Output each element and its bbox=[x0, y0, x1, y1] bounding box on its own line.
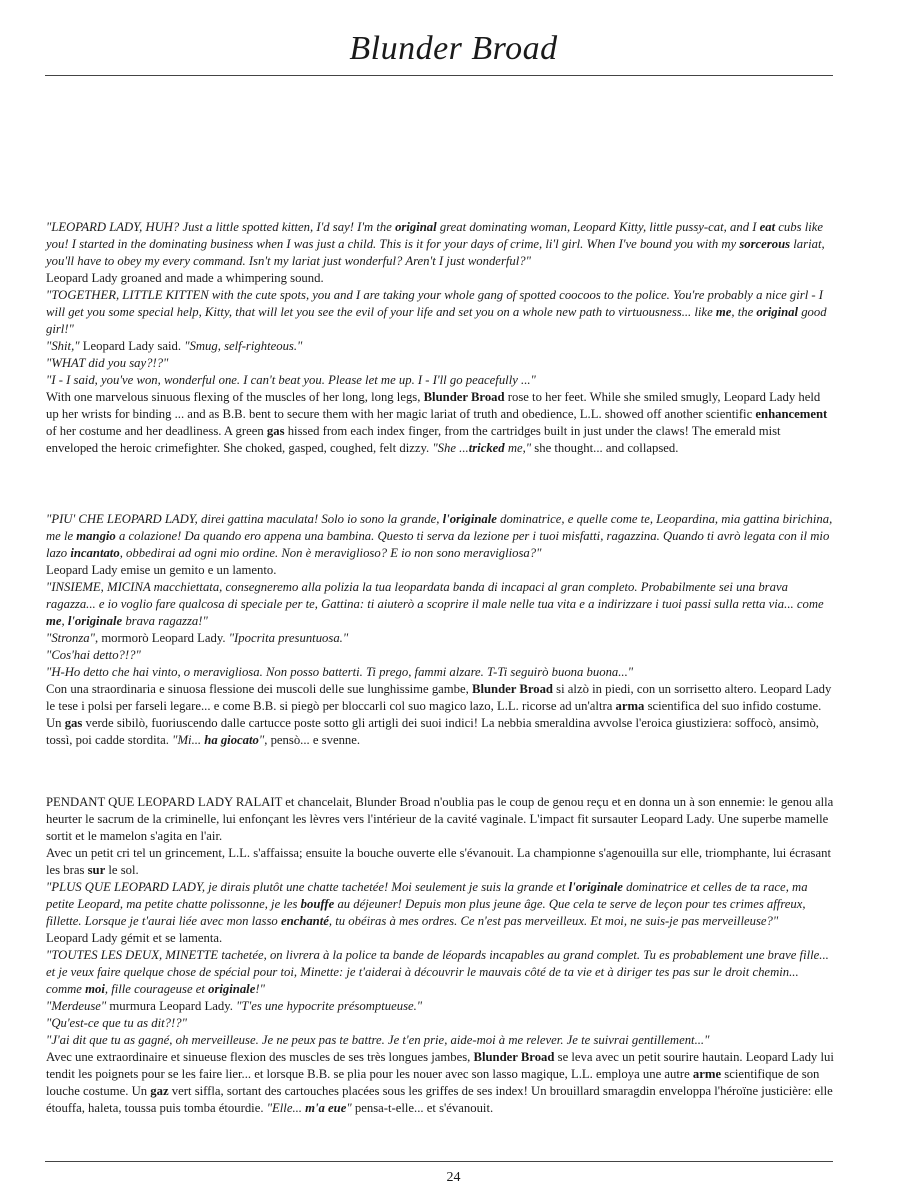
emphasized-text: Blunder Broad bbox=[473, 1050, 555, 1064]
story-paragraph bbox=[46, 630, 834, 647]
emphasized-text: tricked bbox=[468, 441, 505, 455]
text-run: PENDANT QUE LEOPARD LADY RALAIT et chancelait, Blunder Broad n'oublia pas le coup de genou reçu et en donna un à son ennemie: le genou alla heurter le sacrum de la criminelle, lui enfonçant les lèvres vers l'intérieur de la cavité vaginale. L'impact fit sursauter Leopard Lady. Une superbe mamelle sortit et le mamelon s'agita en l'air. bbox=[46, 795, 834, 843]
story-paragraph bbox=[46, 998, 834, 1015]
text-run: murmura Leopard Lady. bbox=[106, 999, 237, 1013]
story-paragraph bbox=[46, 947, 834, 998]
text-run: , tu obéiras à mes ordres. Ce n'est pas merveilleux. Et moi, ne suis-je pas merveilleuse?" bbox=[328, 914, 779, 928]
text-run: "J'ai dit que tu as gagné, oh merveilleuse. Je ne peux pas te battre. Je t'en prie, aide-moi à me relever. Je te suivrai gentillement..." bbox=[46, 1033, 710, 1047]
story-paragraph bbox=[46, 1049, 834, 1117]
emphasized-text: Blunder Broad bbox=[423, 390, 505, 404]
text-run: , mormorò Leopard Lady. bbox=[94, 631, 229, 645]
emphasized-text: m'a eue bbox=[305, 1101, 347, 1115]
text-run: "WHAT did you say?!?" bbox=[46, 356, 169, 370]
text-run: scientifica del suo infido costume. Un bbox=[46, 699, 822, 730]
text-run: scientifique de son louche costume. Un bbox=[46, 1067, 820, 1098]
text-run: Leopard Lady emise un gemito e un lamento. bbox=[46, 563, 277, 577]
text-run: "Smug, self-righteous." bbox=[184, 339, 303, 353]
page-title: Blunder Broad bbox=[349, 30, 558, 67]
emphasized-text: arma bbox=[615, 699, 645, 713]
story-paragraph bbox=[46, 270, 834, 287]
emphasized-text: me bbox=[715, 305, 732, 319]
text-run: "TOUTES LES DEUX, MINETTE tachetée, on livrera à la police ta bande de léopards incapables au grand complet. Tu es probablement une brave fille... et je veux faire quelque chose de spécial pour toi, Minette: je t'aiderai à découvrir le mauvais côté de ta vie et à diriger tes pas sur le droit chemin... comme bbox=[46, 948, 829, 996]
text-run: cubs like you! I started in the dominating business when I was just a child. This is it for your days of crime, li'l girl. When I've bound you with my bbox=[46, 220, 824, 251]
emphasized-text: ha giocato bbox=[204, 733, 259, 747]
text-run: "Cos'hai detto?!?" bbox=[46, 648, 141, 662]
emphasized-text: l'originale bbox=[67, 614, 123, 628]
text-run: "Merdeuse" bbox=[46, 999, 107, 1013]
text-run: Avec une extraordinaire et sinueuse flexion des muscles de ses très longues jambes, bbox=[46, 1050, 474, 1064]
text-run: , the bbox=[731, 305, 757, 319]
story-paragraph bbox=[46, 389, 834, 457]
story-section-italian bbox=[46, 511, 834, 749]
story-paragraph bbox=[46, 664, 834, 681]
text-run: se leva avec un petit sourire hautain. Leopard Lady lui tendit les poignets pour se les faire lier... et lorsque B.B. se plia pour les nouer avec son lasso magique, L.L. employa une autre bbox=[46, 1050, 834, 1081]
text-run: si alzò in piedi, con un sorrisetto altero. Leopard Lady le tese i polsi per farseli legare... e come B.B. si piegò per bloccarli col suo magico lazo, L.L. ricorse ad un'altra bbox=[46, 682, 832, 713]
text-run: "H-Ho detto che hai vinto, o meravigliosa. Non posso batterti. Ti prego, fammi alzare. T-Ti seguirò buona buona..." bbox=[46, 665, 634, 679]
story-paragraph bbox=[46, 338, 834, 355]
text-run: "Shit," bbox=[46, 339, 80, 353]
text-run: "She ... bbox=[432, 441, 469, 455]
story-paragraph bbox=[46, 1032, 834, 1049]
text-run: "LEOPARD LADY, HUH? Just a little spotted kitten, I'd say! I'm the bbox=[46, 220, 396, 234]
text-run: lariat, you'll have to obey my every command. Isn't my lariat just wonderful? Aren't I just wonderful?" bbox=[46, 237, 825, 268]
text-run: pensa-t-elle... et s'évanouit. bbox=[351, 1101, 494, 1115]
text-run: good girl!" bbox=[46, 305, 827, 336]
emphasized-text: mangio bbox=[76, 529, 116, 543]
text-run: le sol. bbox=[105, 863, 139, 877]
text-run: me," bbox=[504, 441, 532, 455]
story-paragraph bbox=[46, 681, 834, 749]
text-run: au déjeuner! Depuis mon plus jeune âge. Que cela te serve de leçon pour tes crimes affreux, fillette. Lorsque je t'aurai liée avec mon lasso bbox=[46, 897, 806, 928]
text-run: Leopard Lady groaned and made a whimpering sound. bbox=[46, 271, 324, 285]
story-paragraph bbox=[46, 1015, 834, 1032]
story-paragraph bbox=[46, 579, 834, 630]
emphasized-text: sorcerous bbox=[739, 237, 791, 251]
text-run: , obbedirai ad ogni mio ordine. Non è meraviglioso? E io non sono meravigliosa?" bbox=[119, 546, 542, 560]
story-paragraph bbox=[46, 372, 834, 389]
text-run: "Qu'est-ce que tu as dit?!?" bbox=[46, 1016, 187, 1030]
text-run: "Elle... bbox=[266, 1101, 306, 1115]
emphasized-text: me bbox=[46, 614, 62, 628]
text-run: "PLUS QUE LEOPARD LADY, je dirais plutôt une chatte tachetée! Moi seulement je suis la grande et bbox=[46, 880, 569, 894]
header-rule bbox=[45, 75, 833, 76]
emphasized-text: bouffe bbox=[300, 897, 335, 911]
story-section-french bbox=[46, 794, 834, 1117]
text-run: hissed from each index finger, from the cartridges built in just under the claws! The emerald mist enveloped the heroic crimefighter. She choked, gasped, coughed, felt dizzy. bbox=[46, 424, 781, 455]
story-paragraph bbox=[46, 794, 834, 845]
emphasized-text: l'originale bbox=[442, 512, 497, 526]
emphasized-text: gas bbox=[64, 716, 83, 730]
emphasized-text: eat bbox=[759, 220, 776, 234]
text-run: Leopard Lady said. bbox=[79, 339, 185, 353]
text-run: !" bbox=[255, 982, 265, 996]
text-run: dominatrice et celles de ta race, ma petite Leopard, ma petite chatte polissonne, je les bbox=[46, 880, 808, 911]
text-run: brava ragazza!" bbox=[122, 614, 208, 628]
story-paragraph bbox=[46, 219, 834, 270]
emphasized-text: enhancement bbox=[755, 407, 828, 421]
story-paragraph bbox=[46, 845, 834, 879]
page-number: 24 bbox=[446, 1170, 461, 1185]
emphasized-text: Blunder Broad bbox=[472, 682, 553, 696]
text-run: " bbox=[346, 1101, 352, 1115]
text-run: vert siffla, sortant des cartouches placées sous les griffes de ses index! Un brouillard smaragdin enveloppa l'héroïne justicière: elle étouffa, haleta, toussa puis tomba étourdie. bbox=[46, 1084, 833, 1115]
text-run: "TOGETHER, LITTLE KITTEN with the cute spots, you and I are taking your whole gang of spotted coocoos to the police. You're probably a nice girl - I will get you some special help, Kitty, that will let you see the evil of your life and set you on a whole new path to virtuousness... like bbox=[46, 288, 824, 319]
text-run: " bbox=[258, 733, 265, 747]
text-run: great dominating woman, Leopard Kitty, little pussy-cat, and I bbox=[436, 220, 760, 234]
emphasized-text: enchanté bbox=[280, 914, 329, 928]
text-run: "PIU' CHE LEOPARD LADY, direi gattina maculata! Solo io sono la grande, bbox=[46, 512, 443, 526]
emphasized-text: gaz bbox=[150, 1084, 169, 1098]
emphasized-text: original bbox=[395, 220, 437, 234]
text-run: , pensò... e svenne. bbox=[264, 733, 361, 747]
story-paragraph bbox=[46, 879, 834, 930]
text-run: "Stronza" bbox=[46, 631, 95, 645]
text-run: rose to her feet. While she smiled smugly, Leopard Lady held up her wrists for binding ... and as B.B. bent to secure them with her magic lariat of truth and obedience, L.L. showed off another scientific bbox=[46, 390, 821, 421]
text-run: of her costume and her deadliness. A green bbox=[46, 424, 267, 438]
text-run: "I - I said, you've won, wonderful one. I can't beat you. Please let me up. I - I'll go peacefully ..." bbox=[46, 373, 536, 387]
text-run: "INSIEME, MICINA macchiettata, consegneremo alla polizia la tua leopardata banda di incapaci al gran completo. Probabilmente sei una brava ragazza... e io voglio fare qualcosa di speciale per te, Gattina: ti aiuterò a scoprire il male nelle tua vita e a indirizzare i tuoi passi sulla retta via... come bbox=[46, 580, 824, 611]
emphasized-text: incantato bbox=[70, 546, 120, 560]
story-paragraph bbox=[46, 355, 834, 372]
text-run: With one marvelous sinuous flexing of the muscles of her long, long legs, bbox=[46, 390, 424, 404]
text-run: Leopard Lady gémit et se lamenta. bbox=[46, 931, 223, 945]
emphasized-text: sur bbox=[87, 863, 106, 877]
text-run: verde sibilò, fuoriuscendo dalle cartucce poste sotto gli artigli dei suoi indici! La nebbia smeraldina avvolse l'eroica giustiziera: soffocò, ansimò, tossì, poi cadde stordita. bbox=[46, 716, 819, 747]
text-run: dominatrice, e quelle come te, Leopardina, mia gattina birichina, me le bbox=[46, 512, 833, 543]
emphasized-text: arme bbox=[692, 1067, 722, 1081]
text-run: Con una straordinaria e sinuosa flessione dei muscoli delle sue lunghissime gambe, bbox=[46, 682, 472, 696]
story-paragraph bbox=[46, 511, 834, 562]
story-paragraph bbox=[46, 647, 834, 664]
emphasized-text: gas bbox=[266, 424, 285, 438]
story-paragraph bbox=[46, 287, 834, 338]
emphasized-text: l'originale bbox=[568, 880, 623, 894]
text-run: "T'es une hypocrite présomptueuse." bbox=[236, 999, 423, 1013]
emphasized-text: original bbox=[756, 305, 799, 319]
story-paragraph bbox=[46, 562, 834, 579]
story-paragraph bbox=[46, 930, 834, 947]
story-section-english bbox=[46, 219, 834, 457]
text-run: , bbox=[61, 614, 68, 628]
text-run: "Ipocrita presuntuosa." bbox=[228, 631, 349, 645]
footer-rule bbox=[45, 1161, 833, 1162]
emphasized-text: moi bbox=[85, 982, 105, 996]
emphasized-text: originale bbox=[208, 982, 256, 996]
text-run: Avec un petit cri tel un grincement, L.L. s'affaissa; ensuite la bouche ouverte elle s'évanouit. La championne s'agenouilla sur elle, triomphante, lui écrasant les bras bbox=[46, 846, 831, 877]
text-run: a colazione! Da quando ero appena una bambina. Questo ti serva da lezione per i tuoi misfatti, ragazzina. Quando ti avrò legata con il mio lazo bbox=[46, 529, 830, 560]
text-run: "Mi... bbox=[172, 733, 205, 747]
text-run: , fille courageuse et bbox=[104, 982, 209, 996]
text-run: she thought... and collapsed. bbox=[531, 441, 679, 455]
